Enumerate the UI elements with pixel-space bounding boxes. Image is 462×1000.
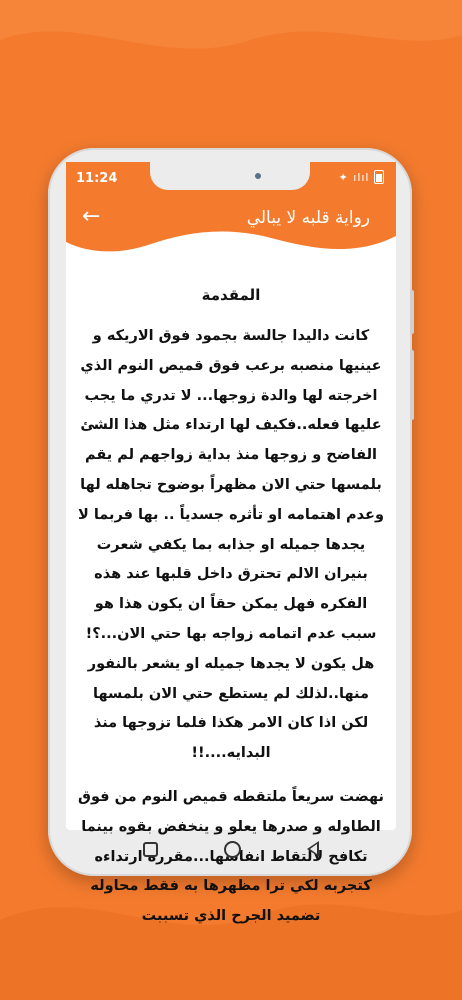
- phone-notch: [150, 162, 310, 190]
- background-wave-top: [0, 0, 462, 120]
- story-paragraph: كانت داليدا جالسة بجمود فوق الاريكه و عينيها منصبه برعب فوق قميص النوم الذي اخرجته لها والدة زوجها... لا تدري ما يجب عليها فعله..فكيف لها ارتداء مثل هذا الشئ الفاضح و زوجها منذ بداية زواجهم لم يقم بلمسها حتي الان مظهراً بوضوح تجاهله لها وعدم اهتمامه او تأثره جسدياً .. بها فربما لا يجدها جميله او جذابه بما يكفي شعرت بنيران الالم تحترق داخل قلبها عند هذه الفكره فهل يمكن حقاً ان يكون هذا هو سبب عدم اتمامه زواجه بها حتي الان...؟! هل يكون لا يجدها جميله او يشعر بالنفور منها..لذلك لم يستطع حتي الان بلمسها لكن اذا كان الامر هكذا فلما تزوجها منذ البدايه....!!: [78, 328, 384, 762]
- signal-icon: [339, 171, 384, 185]
- android-nav-bar: [66, 830, 396, 868]
- chapter-title: المقدمة: [201, 286, 261, 304]
- back-arrow-icon[interactable]: ←: [82, 204, 101, 229]
- story-paragraph: نهضت سريعاً ملتقطه قميص النوم من فوق الطاوله و صدرها يعلو و ينخفض بقوه بينما تكافح لالتقاط انفاسها...مقرره ارتداءه كتجربه لكي ترا مظهرها به فقط محاوله تضميد الجرح الذي تسببت: [77, 788, 384, 925]
- app-title: رواية قلبه لا يبالي: [246, 208, 370, 228]
- back-triangle-icon[interactable]: [307, 841, 319, 857]
- status-icons-text: ✦ ılıl: [338, 171, 370, 184]
- home-icon[interactable]: [224, 841, 241, 858]
- status-time: 11:24: [76, 171, 118, 186]
- recent-apps-icon[interactable]: [143, 842, 158, 857]
- app-bar: [66, 192, 396, 256]
- phone-side-button: [410, 350, 414, 420]
- status-bar: [66, 162, 396, 192]
- phone-side-button: [410, 290, 414, 334]
- camera-icon: [255, 173, 261, 179]
- story-content[interactable]: [66, 286, 396, 925]
- battery-icon: [374, 170, 384, 184]
- phone-screen: [66, 162, 396, 925]
